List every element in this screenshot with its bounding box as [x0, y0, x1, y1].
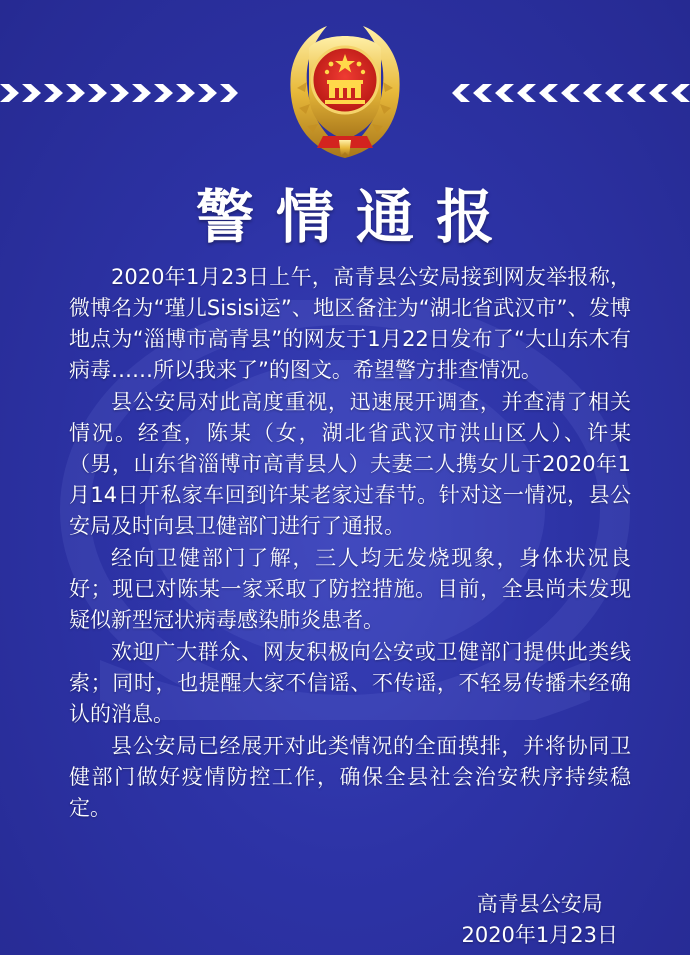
paragraph-follow-up: 县公安局已经展开对此类情况的全面摸排，并将协同卫健部门做好疫情防控工作，确保全县社会治安秩序持续稳定。: [69, 734, 631, 820]
paragraph-report: 2020年1月23日上午，高青县公安局接到网友举报称，微博名为“瑾儿Sisisi运”、地区备注为“湖北省武汉市”、发博地点为“淄博市高青县”的网友于1月22日发布了“大山东木有病毒……所以我来了”的图文。希望警方排查情况。: [69, 265, 631, 382]
signature-block: [461, 889, 618, 951]
paragraph-public-appeal: 欢迎广大群众、网友积极向公安或卫健部门提供此类线索；同时，也提醒大家不信谣、不传谣，不轻易传播未经确认的消息。: [69, 640, 631, 726]
left-stripes-icon: [0, 80, 238, 106]
right-stripes-icon: [452, 80, 690, 106]
paragraph-health-status: 经向卫健部门了解，三人均无发烧现象，身体状况良好；现已对陈某一家采取了防控措施。目前，全县尚未发现疑似新型冠状病毒感染肺炎患者。: [69, 546, 631, 632]
police-emblem-icon: [283, 18, 407, 163]
paragraph-investigation: 县公安局对此高度重视，迅速展开调查，并查清了相关情况。经查，陈某（女，湖北省武汉市洪山区人）、许某（男，山东省淄博市高青县人）夫妻二人携女儿于2020年1月14日开私家车回到许某老家过春节。针对这一情况，县公安局及时向县卫健部门进行了通报。: [69, 390, 631, 538]
issuer-name: 高青县公安局: [476, 892, 603, 916]
notice-title: 警情通报: [195, 183, 516, 251]
notice-body: [69, 262, 631, 825]
issue-date: 2020年1月23日: [461, 923, 618, 947]
